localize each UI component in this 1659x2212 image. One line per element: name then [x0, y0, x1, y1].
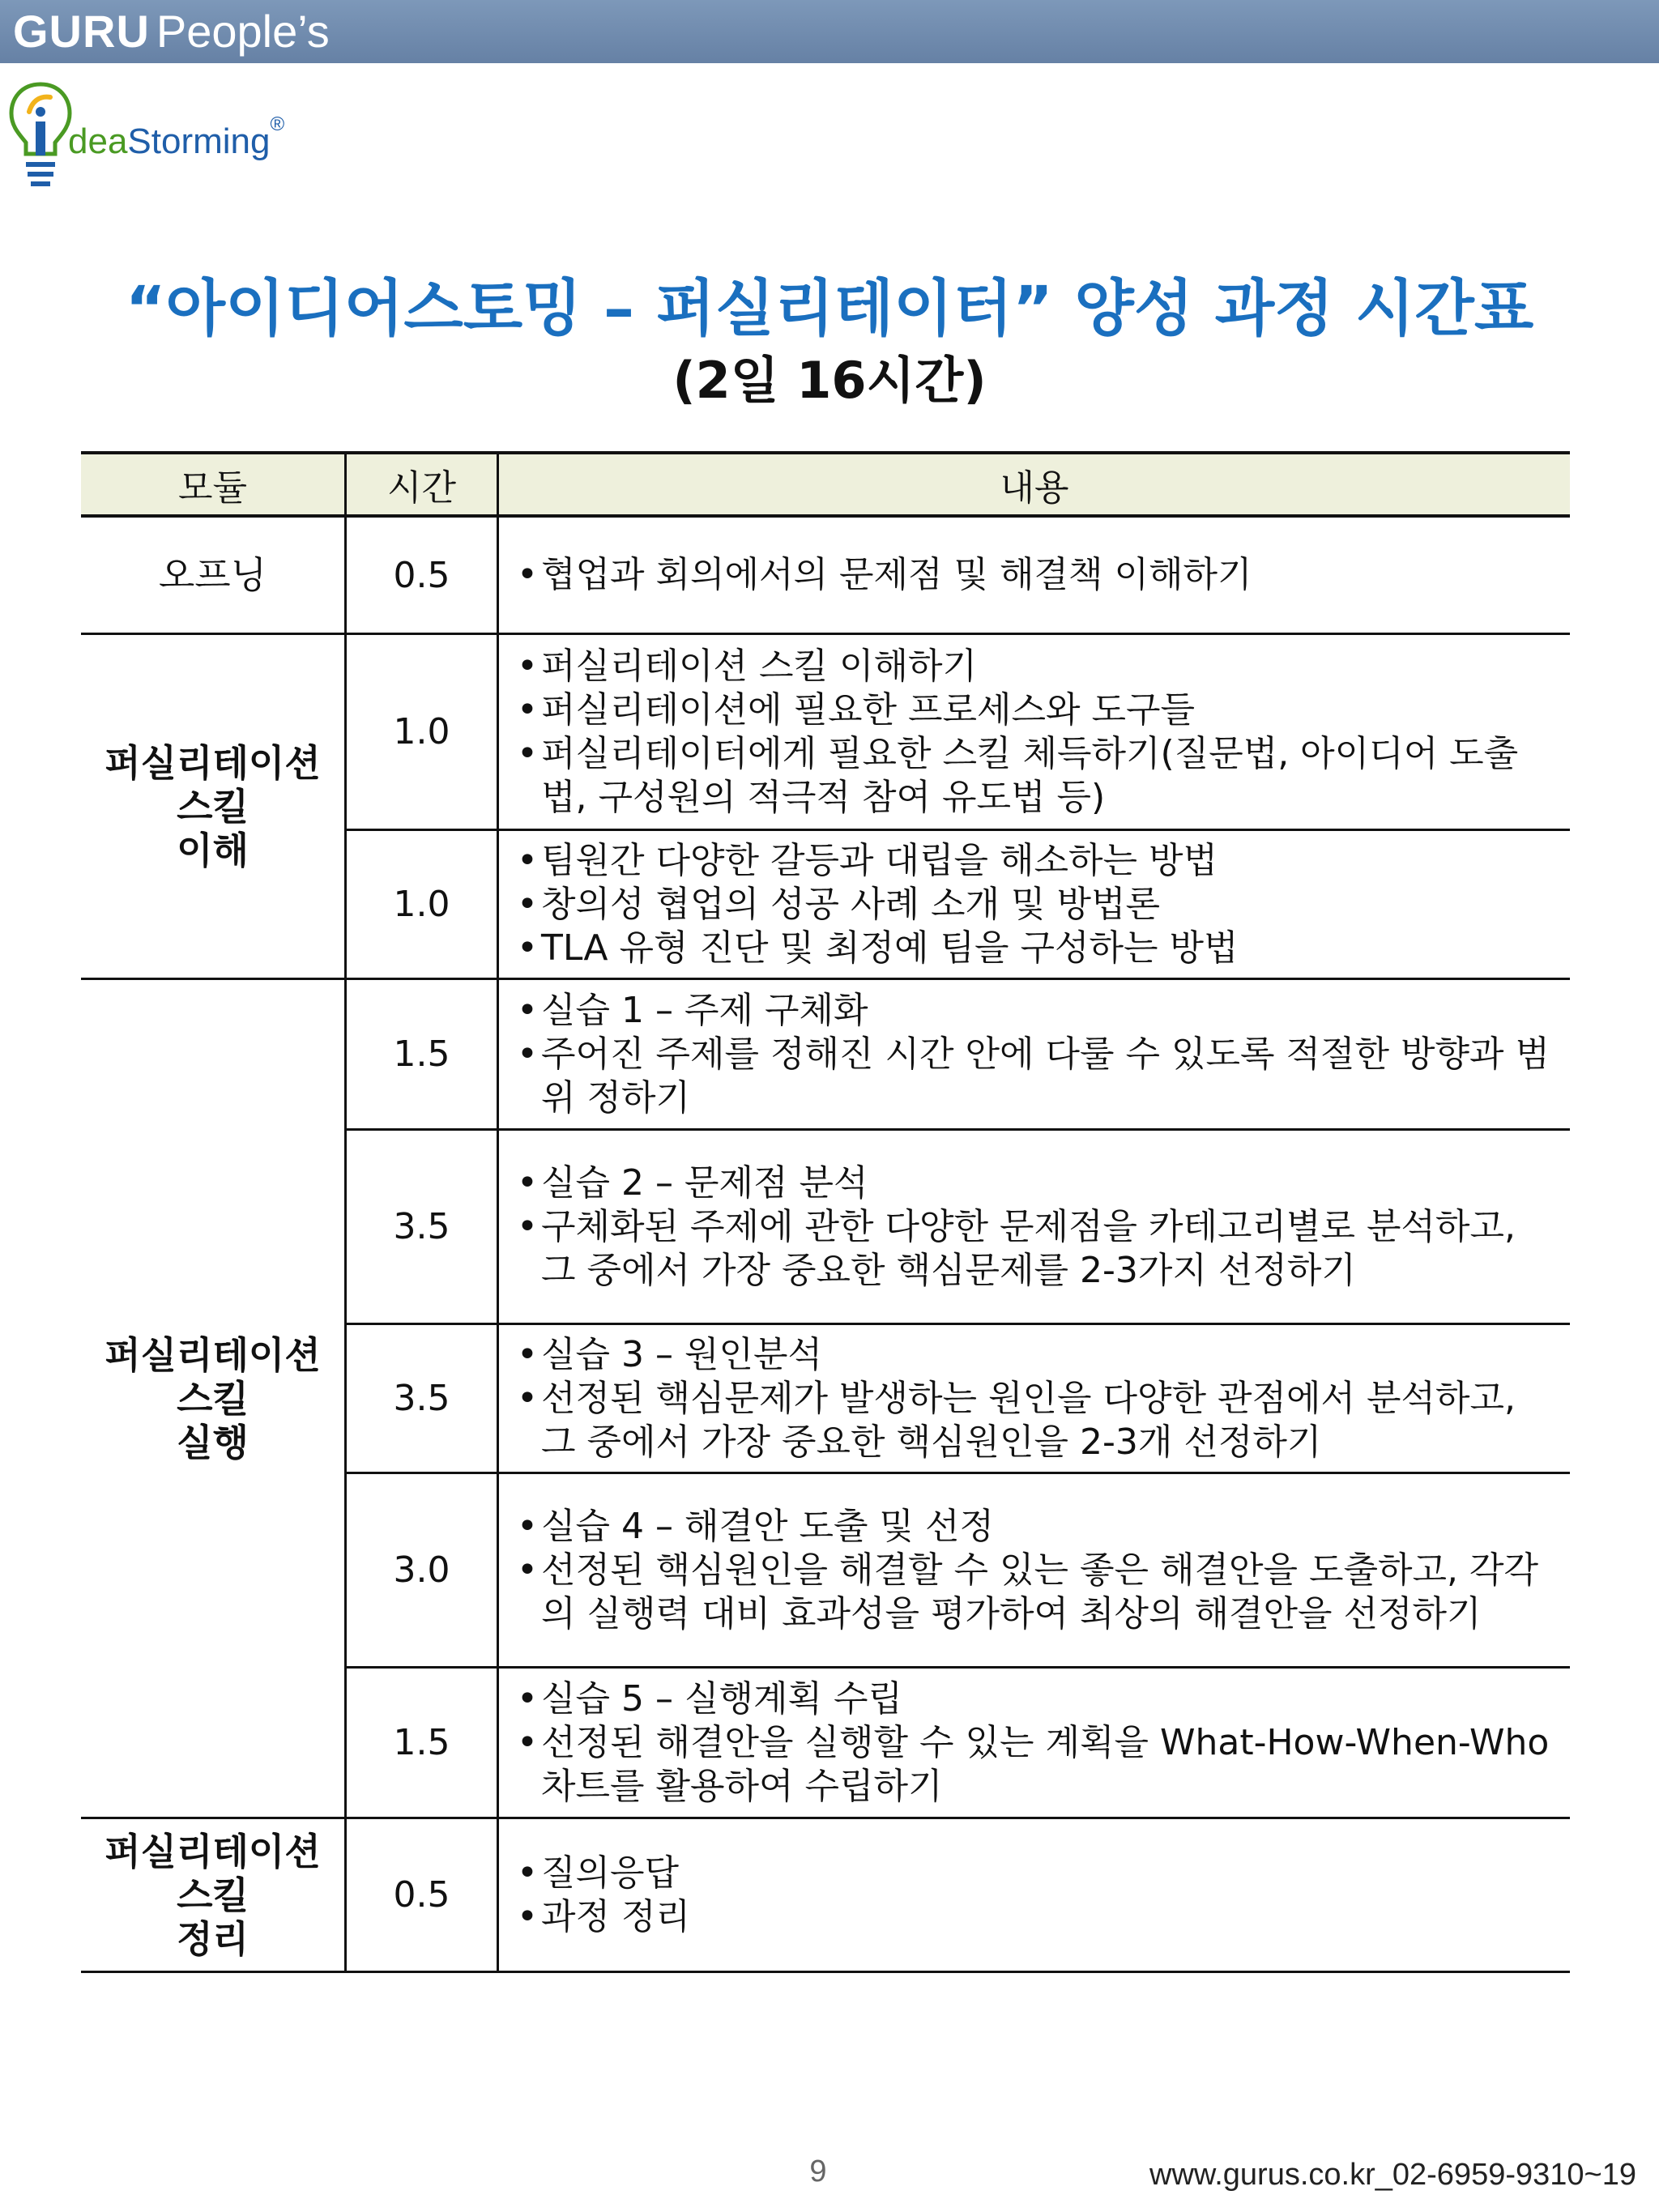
- time-cell: 0.5: [347, 518, 499, 635]
- bullet-icon: •: [517, 1852, 538, 1894]
- time-cell: 1.5: [347, 980, 499, 1131]
- content-text: 선정된 해결안을 실행할 수 있는 계획을 What-How-When-Who 차트를 활용하여 수립하기: [541, 1721, 1550, 1807]
- module-label: 퍼실리테이션 스킬 이해: [104, 740, 321, 872]
- bullet-icon: •: [517, 839, 538, 881]
- content-text: 퍼실리테이터에게 필요한 스킬 체득하기(질문법, 아이디어 도출법, 구성원의 적극적 참여 유도법 등): [541, 732, 1519, 818]
- lightbulb-icon: [8, 79, 73, 209]
- content-text: 선정된 핵심원인을 해결할 수 있는 좋은 해결안을 도출하고, 각각의 실행력 대비 효과성을 평가하여 최상의 해결안을 선정하기: [541, 1549, 1538, 1634]
- footer-url: www.gurus.co.kr_02-6959-9310~19: [1149, 2158, 1636, 2192]
- time-cell: 3.0: [347, 1474, 499, 1669]
- content-cell: [499, 1669, 1570, 1819]
- header-time: 시간: [347, 454, 499, 518]
- bullet-icon: •: [517, 927, 538, 969]
- time-cell: 1.0: [347, 831, 499, 980]
- content-item: [517, 1505, 1559, 1549]
- time-cell: 3.5: [347, 1325, 499, 1474]
- content-text: TLA 유형 진단 및 최정예 팀을 구성하는 방법: [541, 927, 1239, 969]
- content-item: [517, 1549, 1559, 1636]
- content-text: 주어진 주제를 정해진 시간 안에 다룰 수 있도록 적절한 방향과 범위 정하기: [541, 1033, 1550, 1119]
- time-cell: 3.5: [347, 1131, 499, 1325]
- content-text: 구체화된 주제에 관한 다양한 문제점을 카테고리별로 분석하고, 그 중에서 가장 중요한 핵심문제를 2-3가지 선정하기: [541, 1205, 1516, 1291]
- content-cell: [499, 1325, 1570, 1474]
- content-text: 선정된 핵심문제가 발생하는 원인을 다양한 관점에서 분석하고, 그 중에서 가장 중요한 핵심원인을 2-3개 선정하기: [541, 1377, 1516, 1463]
- ideastorming-logo: [8, 79, 332, 209]
- content-item: [517, 1377, 1559, 1464]
- bullet-icon: •: [517, 1333, 538, 1375]
- bullet-icon: •: [517, 732, 538, 774]
- content-item: [517, 989, 1559, 1033]
- bullet-icon: •: [517, 1205, 538, 1247]
- content-cell: [499, 980, 1570, 1131]
- page-subtitle: (2일 16시간): [672, 351, 987, 410]
- content-item: [517, 732, 1559, 820]
- bullet-icon: •: [517, 989, 538, 1031]
- content-text: 과정 정리: [541, 1895, 691, 1937]
- content-text: 실습 5 – 실행계획 수립: [541, 1677, 902, 1720]
- header-module: 모듈: [81, 454, 347, 518]
- content-text: 퍼실리테이션 스킬 이해하기: [541, 645, 978, 687]
- header-bar: [0, 0, 1659, 63]
- content-item: [517, 1852, 1559, 1895]
- content-item: [517, 1205, 1559, 1293]
- content-text: 팀원간 다양한 갈등과 대립을 해소하는 방법: [541, 839, 1218, 881]
- schedule-table: [81, 451, 1570, 1973]
- header-content: 내용: [499, 454, 1570, 518]
- module-cell: [81, 1819, 347, 1973]
- content-item: [517, 883, 1559, 927]
- page-number: 9: [809, 2154, 827, 2189]
- bullet-icon: •: [517, 1377, 538, 1419]
- content-text: 창의성 협업의 성공 사례 소개 및 방법론: [541, 883, 1160, 925]
- bullet-icon: •: [517, 1033, 538, 1075]
- content-item: [517, 1033, 1559, 1120]
- bullet-icon: •: [517, 1161, 538, 1204]
- content-item: [517, 688, 1559, 732]
- content-item: [517, 1721, 1559, 1809]
- time-cell: 0.5: [347, 1819, 499, 1973]
- schedule-grid: [81, 451, 1570, 1973]
- module-cell: [81, 518, 347, 635]
- bullet-icon: •: [517, 645, 538, 687]
- content-text: 실습 4 – 해결안 도출 및 선정: [541, 1505, 994, 1547]
- module-cell: [81, 980, 347, 1819]
- bullet-icon: •: [517, 554, 538, 595]
- content-item: [517, 553, 1559, 597]
- module-label: 오프닝: [158, 553, 267, 597]
- time-cell: 1.0: [347, 635, 499, 831]
- content-text: 협업과 회의에서의 문제점 및 해결책 이해하기: [541, 554, 1252, 595]
- content-item: [517, 1677, 1559, 1721]
- bullet-icon: •: [517, 688, 538, 731]
- content-cell: [499, 1474, 1570, 1669]
- bullet-icon: •: [517, 1549, 538, 1591]
- bullet-icon: •: [517, 1505, 538, 1547]
- module-label: 퍼실리테이션 스킬 정리: [104, 1829, 321, 1961]
- bullet-icon: •: [517, 1721, 538, 1763]
- module-cell: [81, 635, 347, 980]
- content-text: 질의응답: [541, 1852, 680, 1894]
- content-item: [517, 1161, 1559, 1205]
- content-item: [517, 1333, 1559, 1377]
- logo-wordmark: deaStorming®: [68, 113, 285, 161]
- content-text: 퍼실리테이션에 필요한 프로세스와 도구들: [541, 688, 1196, 731]
- page-title: “아이디어스토밍 – 퍼실리테이터” 양성 과정 시간표: [125, 272, 1534, 344]
- content-item: [517, 839, 1559, 883]
- content-text: 실습 2 – 문제점 분석: [541, 1161, 868, 1204]
- brand-name: GURU People’s: [13, 6, 330, 57]
- content-cell: [499, 635, 1570, 831]
- content-cell: [499, 1131, 1570, 1325]
- bullet-icon: •: [517, 1677, 538, 1720]
- content-text: 실습 3 – 원인분석: [541, 1333, 822, 1375]
- content-cell: [499, 1819, 1570, 1973]
- content-item: [517, 1895, 1559, 1939]
- content-cell: [499, 518, 1570, 635]
- time-cell: 1.5: [347, 1669, 499, 1819]
- content-text: 실습 1 – 주제 구체화: [541, 989, 868, 1031]
- content-item: [517, 927, 1559, 970]
- bullet-icon: •: [517, 883, 538, 925]
- content-cell: [499, 831, 1570, 980]
- content-item: [517, 645, 1559, 688]
- bullet-icon: •: [517, 1895, 538, 1937]
- module-label: 퍼실리테이션 스킬 실행: [104, 1332, 321, 1464]
